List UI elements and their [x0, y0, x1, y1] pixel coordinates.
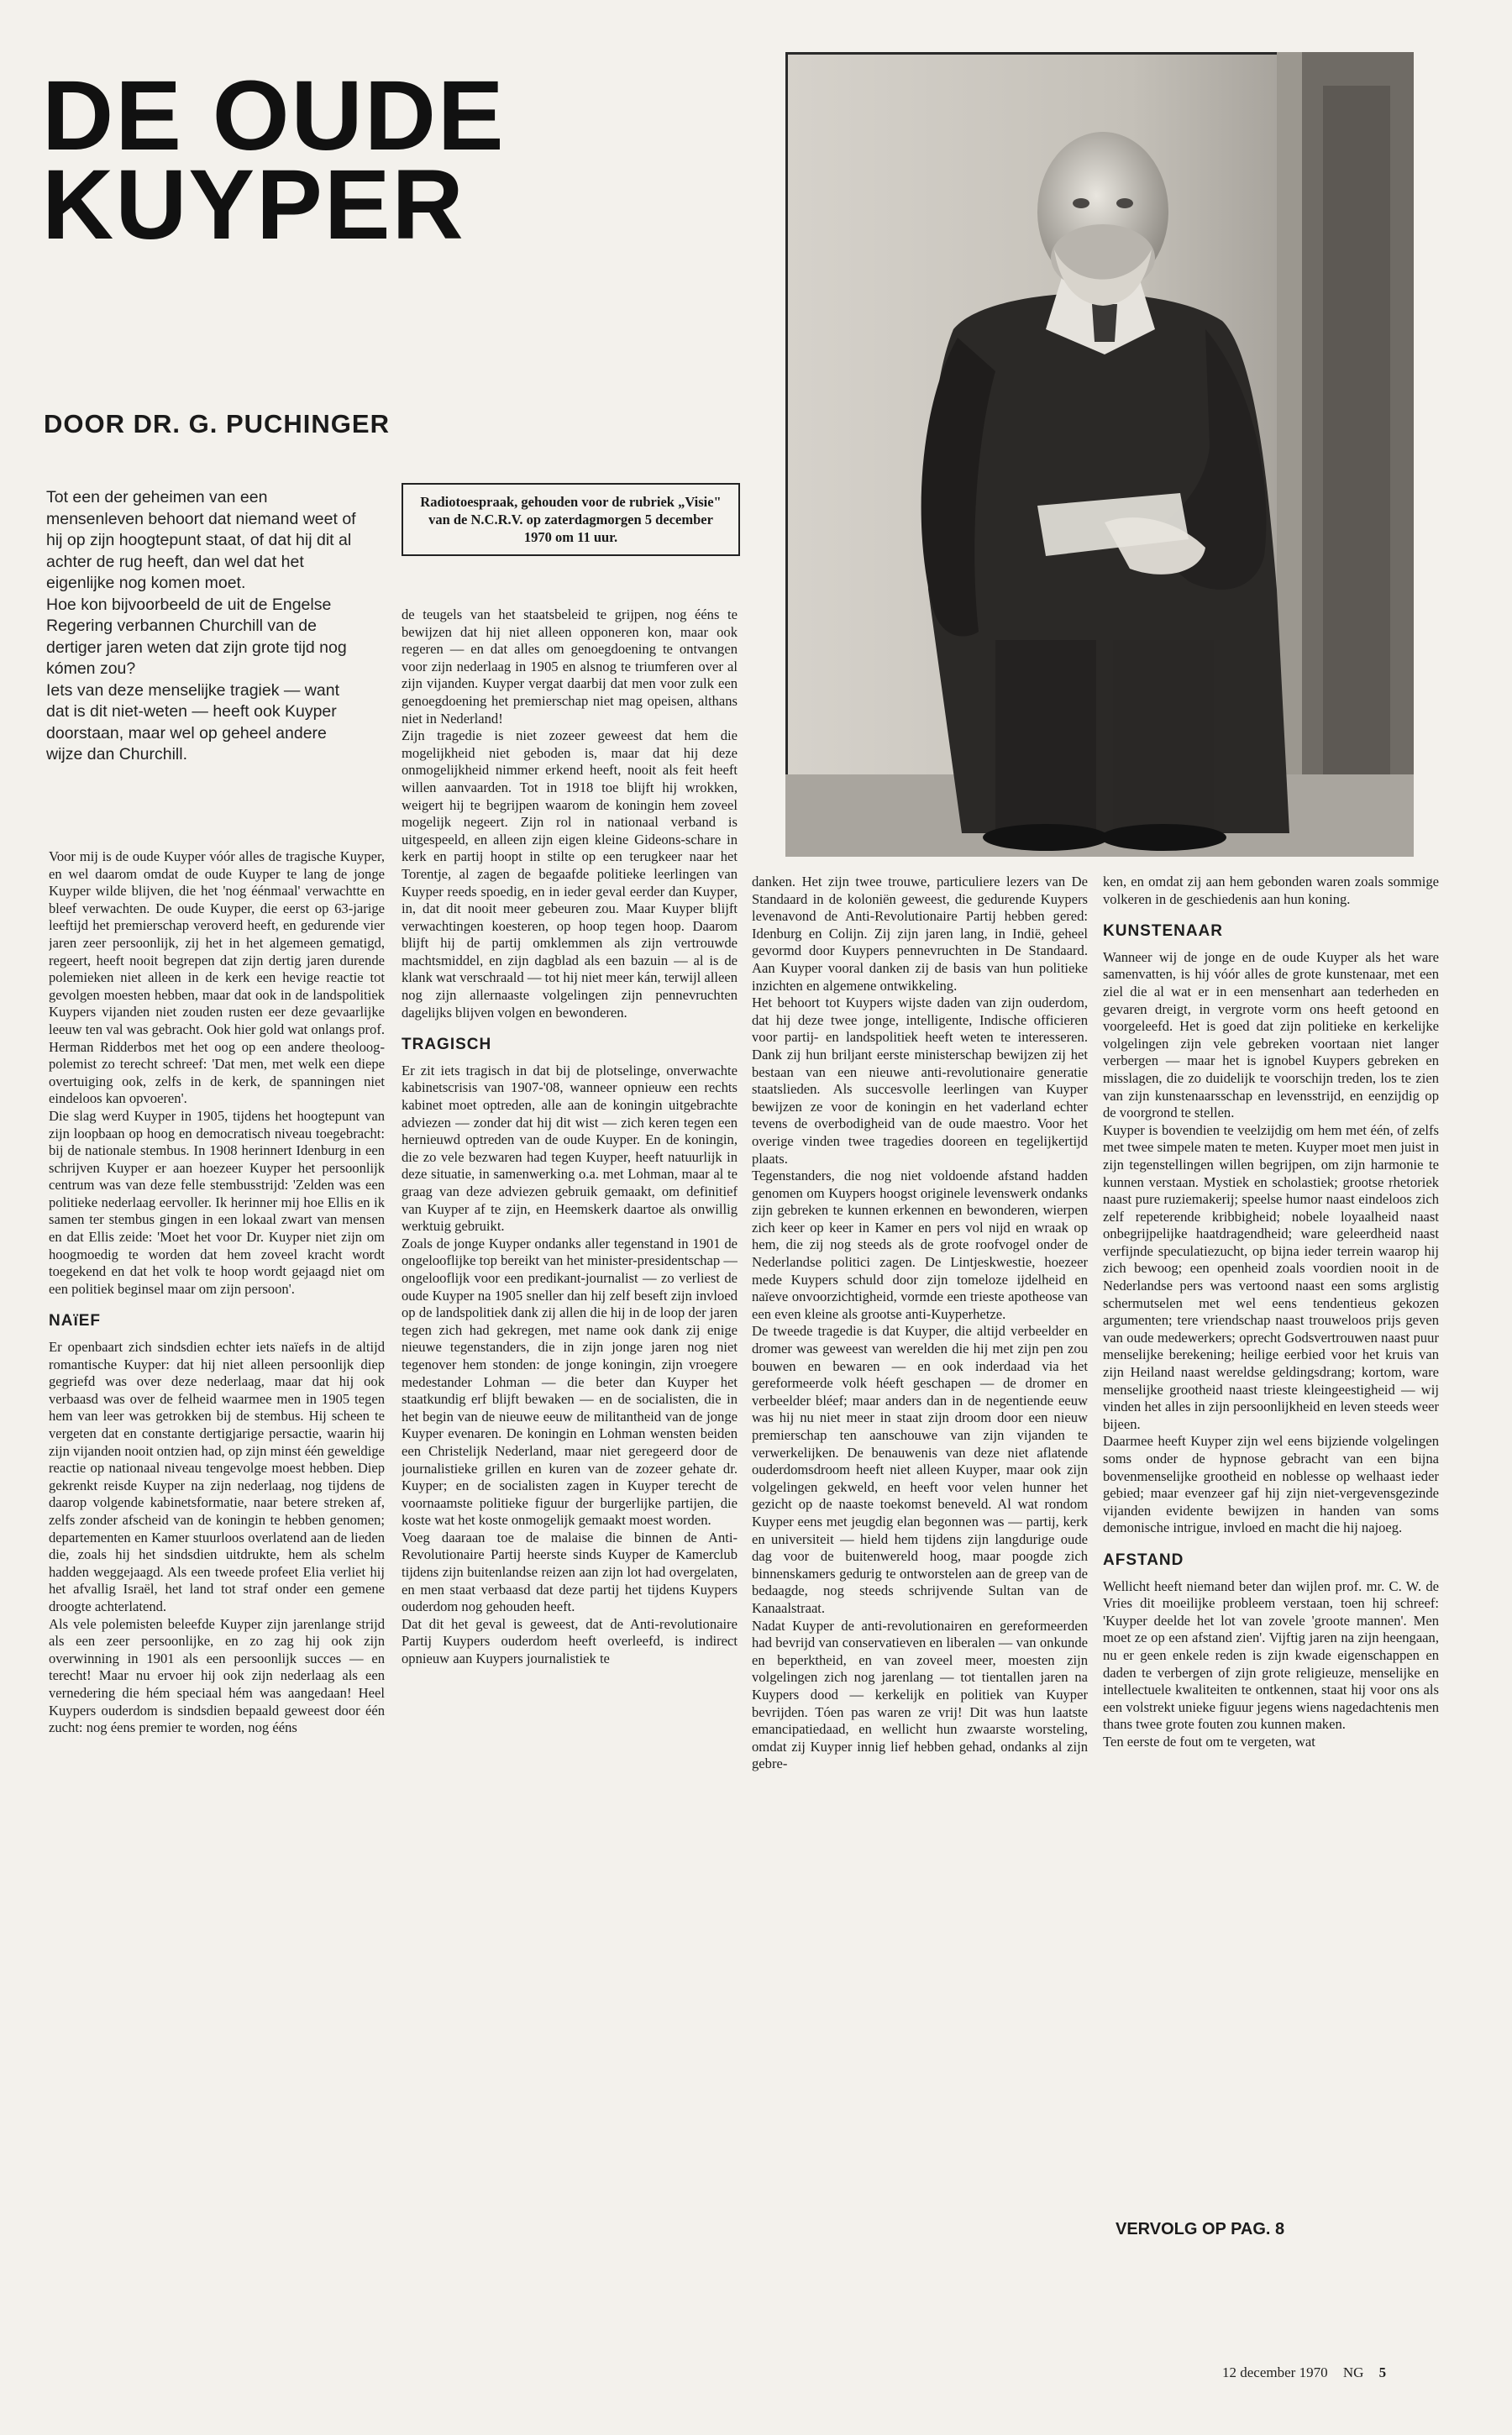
body-paragraph: Nadat Kuyper de anti-revolutionairen en gereformeerden had bevrijd van conservatieven en liberalen — van onkunde en beperktheid, en van zoveel meer, moesten zijn volgelingen zich nog jarenlang — tot tientallen jaren na Kuypers dood — kerkelijk en politiek van Kuyper bevrijden. Tóen pas waren ze vrij! Dit was hun laatste emancipatiedaad, en wellicht hun zwaarste worsteling, omdat zij Kuyper innig lief hebben gehad, ondanks al zijn gebre- — [752, 1617, 1088, 1772]
body-paragraph: Die slag werd Kuyper in 1905, tijdens het hoogtepunt van zijn loopbaan op hoog en democratisch niveau toegebracht: bij de nationale stembus. In 1908 herinnert Idenburg in een schrijven Kuyper er aan hoezeer Kuyper het persoonlijk centrum was van deze felle stembusstrijd: 'Zelden was een politieke nederlaag eervoller. Ik herinner mij hoe Ellis en ik samen ter stembus gingen in een lokaal zwart van mensen en dat Ellis zeide: 'Moet het voor Dr. Kuyper niet zijn om hoogmoedig te worden dat hem zoveel kracht wordt toegekend en dat het volk te hoop wordt gejaagd niet om een politiek beginsel maar om zijn persoon'. — [49, 1107, 385, 1297]
body-paragraph: Wellicht heeft niemand beter dan wijlen prof. mr. C. W. de Vries dit moeilijke probleem verstaan, toen hij schreef: 'Kuyper deelde het lot van zovele 'groote mannen'. Men moet ze op een afstand zien'. Vijftig jaren na zijn heengaan, nu er geen enkele reden is zijn kwade eigenschappen en daden te verbergen of zijn grote religieuze, menselijke en intellectuele kwaliteiten te ontkennen, staat hij voor ons als een volstrekt unieke figuur jegens wiens nagedachtenis men thans twee grote fouten zou kunnen maken. — [1103, 1577, 1439, 1733]
body-paragraph: ken, en omdat zij aan hem gebonden waren zoals sommige volkeren in de geschiedenis aan hun koning. — [1103, 874, 1439, 907]
body-paragraph: Voeg daaraan toe de malaise die binnen de Anti-Revolutionaire Partij heerste sinds Kuyper de Kamerclub tijdens zijn buitenlandse reizen aan zijn lot had overgelaten, en men staat verbaasd dat deze partij het tijdens Kuypers ouderdom nog gehouden heeft. — [402, 1529, 738, 1615]
body-paragraph: de teugels van het staatsbeleid te grijpen, nog ééns te bewijzen dat hij niet alleen opponeren kon, maar ook regeren — en dat alles om genoegdoening te ontvangen voor zijn nederlaag in 1905 en alsnog te triumferen over al zijn vijanden. Kuyper vergat daarbij dat men voor zulk een genoegdoening het premierschap niet mag opeisen, althans niet in Nederland! — [402, 606, 738, 727]
byline: DOOR DR. G. PUCHINGER — [44, 409, 390, 438]
headline: DE OUDE KUYPER — [42, 60, 506, 260]
article-column-4 — [1103, 874, 1439, 2217]
issue-date: 12 december 1970 — [1222, 2364, 1328, 2380]
body-paragraph: Er openbaart zich sindsdien echter iets naïefs in de altijd romantische Kuyper: dat hij niet alleen persoonlijk diep gegriefd was over deze nederlaag, maar dat hij ook verbaasd was over de felheid waarmee men in 1905 tegen hem van leer was getrokken bij de stembus. Hij scheen te vergeten dat en constante dertigjarige persactie, waarin hij zijn vijanden nooit ontzien had, op zijn minst één geweldige reactie op nationaal niveau tengevolge moest hebben. Diep gekrenkt reisde Kuyper na zijn nederlaag, nog tijdens de daarop volgende kabinetsformatie, naar betere streken af, zelfs zonder afscheid van de koningin te hebben genomen; departementen en Kamer stuurloos overlatend aan de lieden die, zoals hij het sindsdien uitdrukte, hem als schelm hadden weggejaagd. Als een tweede profeet Elia verliet hij het afvallig Israël, het land tot straf onder een gemene droogte achterlatend. — [49, 1339, 385, 1614]
continued-on-page: VERVOLG OP PAG. 8 — [1116, 2220, 1285, 2238]
body-paragraph: De tweede tragedie is dat Kuyper, die altijd verbeelder en dromer was geweest van werelden die hij met zijn pen zou bouwen en bewaren — en ook inderdaad via het gereformeerde volk héeft geschapen — de dromer en verbeelder bléef; maar anders dan in de negentiende eeuw was hij nu niet meer in staat zijn droom door een nieuw premierschap ten aanschouwe van zijn vijanden te verwerkelijken. De benauwenis van deze niet aflatende ouderdomsdroom heeft niet alleen Kuyper, maar ook zijn volgelingen gekweld, en heeft voor velen hunner het gezicht op de naaste toekomst beneveld. Al wat rondom Kuyper eens met jeugdig elan begonnen was — partij, kerk en universiteit — hield hem tijdens zijn langdurige oude dag voor de buitenwereld hoog, maar poogde zich binnenskamers gedurig te ontworstelen aan de greep van de bedaagde, nog steeds schrijvende Sultan van de Kanaalstraat. — [752, 1323, 1088, 1616]
body-paragraph: Daarmee heeft Kuyper zijn wel eens bijziende volgelingen soms onder de hypnose gebracht van een bijna bovenmenselijke grootheid en noblesse op welhaast ieder gebied; maar evenzeer gaf hij zijn niet-vergevensgezinde vijanden evidente bewijzen in handen van soms demonische intrigue, invloed en macht die hij najoeg. — [1103, 1433, 1439, 1536]
section-heading: TRAGISCH — [402, 1036, 492, 1054]
body-paragraph: Wanneer wij de jonge en de oude Kuyper als het ware samenvatten, is hij vóór alles de grote kunstenaar, met een ziel die al wat er in een mensenhart aan tederheden en gevaren dreigt, in vergrote vorm ons heeft getoond en voorgeleefd. Het is goed dat zijn politieke en kerkelijke volgelingen zijn vele gebreken voortaan niet langer verbergen — maar het is ignobel Kuypers gebreken en misslagen, die zo duidelijk te voorschijn treden, los te zien van zijn kunstenaarsschap en levensstrijd, en eenzijdig op de voorgrond te stellen. — [1103, 948, 1439, 1121]
intro-paragraph: Tot een der geheimen van een mensenleven behoort dat niemand weet of hij op zijn hoogtepunt staat, of dat hij dit al achter de rug heeft, dan wel dat het eigenlijke nog komen moet. — [46, 488, 356, 592]
section-heading: NAïEF — [49, 1312, 101, 1330]
article-column-1 — [49, 848, 385, 2285]
body-paragraph: Voor mij is de oude Kuyper vóór alles de tragische Kuyper, en wel daarom omdat de oude Kuyper te lang de jonge Kuyper wilde blijven, die het 'nog éénmaal' verwachtte en bleef verwachten. De oude Kuyper, die eerst op 63-jarige leeftijd het premierschap veroverd heeft, en gedurende vier jaren zeer persoonlijk, zij het in het algemeen gematigd, regeert, heeft nooit begrepen dat zijn dertig jaren durende polemieken niet alleen in de kerk een hevige reactie tot gevolgen moesten hebben, maar dat ook in de landspolitiek Kuypers vijanden niet zouden rusten eer deze gevaarlijke leeuw ten val was gebracht. Ook hier gold wat onlangs prof. Herman Ridderbos met het oog op een andere theoloog-polemist zo terecht schreef: 'Dat men, met welk een diepe overtuiging ook, zelfs in de kerk, de spanningen niet eindeloos kan opvoeren'. — [49, 848, 385, 1107]
publication-name: NG — [1342, 2364, 1364, 2380]
article-column-2 — [402, 606, 738, 2244]
body-paragraph: danken. Het zijn twee trouwe, particuliere lezers van De Standaard in de koloniën geweest, die gedurende Kuypers levenavond de Anti-Revolutionaire Partij hebben gered: Idenburg en Colijn. Zij zijn jaren lang, in Indië, geheel gevormd door Kuypers pennevruchten in De Standaard. Aan Kuyper vooral danken zij de basis van hun politieke inzichten en algemene ontwikkeling. — [752, 874, 1088, 994]
body-paragraph: Het behoort tot Kuypers wijste daden van zijn ouderdom, dat hij deze twee jonge, intelligente, Indische officieren voor partij- en landspolitiek heeft weten te interesseren. Dank zij hun briljant eerste ministerschap bewijzen zij het bestaan van een nieuwe anti-revolutionaire generatie staatslieden. Als succesvolle leerlingen van Kuyper bewijzen ze voor de koningin en het vaderland echter tevens de overbodigheid van de oude maestro. Voor het overige vinden twee tragedies dooreen en tegelijkertijd plaats. — [752, 994, 1088, 1167]
page-number: 5 — [1378, 2364, 1387, 2380]
body-paragraph: Zijn tragedie is niet zozeer geweest dat hem die mogelijkheid niet geboden is, maar dat hij deze onmogelijkheid nimmer erkend heeft, nooit als feit heeft willen aanvaarden. Tot in 1918 toe blijft hij wrokken, weigert hij te begrijpen waarom de koningin hem zoveel mogelijk negeert. Zijn rol in nationaal verband is uitgespeeld, en alleen zijn eigen kleine Gideons-schare in kerk en partij hoopt in stilte op een terugkeer naar het Torentje, al zagen de begaafde politieke leerlingen van Kuyper reeds spoedig, en in ieder geval eerder dan Kuyper, in, dat dit nooit meer gebeuren zou. Maar Kuyper blijft verwachtingen koesteren, op hoop tegen hoop. Daarom blijft hij de partij omklemmen als zijn vertrouwde machtsmiddel, en zijn dagblad als een bazuin — al is de klank wat verschraald — tot hij niet meer kán, terwijl alleen nog zijn allernaaste volgelingen zijn pennevruchten dagelijks blijven volgen en bewonderen. — [402, 727, 738, 1021]
body-paragraph: Tegenstanders, die nog niet voldoende afstand hadden genomen om Kuypers hoogst originele levenswerk ondanks zijn gebreken te kunnen erkennen en bewonderen, wierpen zich keer op keer in Kamer en pers vol nijd en wraak op hem, die zij nog steeds als de grote roofvogel onder de Nederlandse politici zagen. De Lintjeskwestie, hoezeer mede Kuypers schuld door zijn tomeloze ijdelheid en naïeve onvoorzichtigheid, vormde een trieste apotheose van een even kleine als grootse anti-Kuyperhetze. — [752, 1168, 1088, 1322]
section-heading: KUNSTENAAR — [1103, 922, 1223, 941]
body-paragraph: Er zit iets tragisch in dat bij de plotselinge, onverwachte kabinetscrisis van 1907-'08, wanneer opnieuw een rechts kabinet moet optreden, alle aan de koningin uitgebrachte adviezen — zonder dat hij dit wist — zich keren tegen een hernieuwd optreden van de oude Kuyper. En de koningin, die zo vele bezwaren had tegen Kuyper, heeft natuurlijk in deze situatie, in samenwerking o.a. met Lohman, maar al te graag van deze adviezen gebruik gemaakt, om definitief van Kuyper af te zijn, en Heemskerk daartoe als onwillig werktuig gebruikt. — [402, 1062, 738, 1235]
article-column-3 — [752, 874, 1088, 2238]
section-heading: AFSTAND — [1103, 1551, 1184, 1569]
page-footer — [1222, 2364, 1386, 2381]
body-paragraph: Dat dit het geval is geweest, dat de Anti-revolutionaire Partij Kuypers ouderdom heeft overleefd, is indirect opnieuw aan Kuypers journalistiek te — [402, 1615, 738, 1667]
body-paragraph: Kuyper is bovendien te veelzijdig om hem met één, of zelfs met twee simpele maten te meten. Kuyper moet men juist in zijn tegenstellingen willen begrijpen, om zijn harmonie te kunnen verstaan. Mystiek en scholastiek; grootse rhetoriek naast pure ruziemakerij; speelse humor naast eindeloos zich zelf repeterende kribbigheid; nobele loyaalheid naast onbegrijpelijke haatdragendheid; ware geleerdheid naast verfijnde speculatiezucht, op bijna ieder terrein waarop hij zich bewoog; een openheid zoals voordien nooit in de Nederlandse pers was vertoond naast een soms arglistig schermutselen met wel eens tendentieus gekozen argumenten; tere vriendschap naast trouweloos prijs geven van oude medewerkers; oprecht Godsvertrouwen naast puur menselijke berekening; heilige eerbied voor het kruis van zijn Heiland naast wereldse geldingsdrang; kortom, ware menselijke grootheid naast trieste kleingeestigheid — wij vinden het alles in zijn persoonlijkheid en leven steeds weer bijeen. — [1103, 1121, 1439, 1432]
radio-broadcast-note: Radiotoespraak, gehouden voor de rubriek „Visie" van de N.C.R.V. op zaterdagmorgen 5 december 1970 om 11 uur. — [402, 483, 740, 556]
body-paragraph: Ten eerste de fout om te vergeten, wat — [1103, 1733, 1315, 1750]
intro-paragraph: Hoe kon bijvoorbeeld de uit de Engelse Regering verbannen Churchill van de dertiger jaren weten dat zijn grote tijd nog kómen zou? — [46, 595, 347, 678]
body-paragraph: Zoals de jonge Kuyper ondanks aller tegenstand in 1901 de ongelooflijke top bereikt van het minister-presidentschap — ongelooflijk voor een predikant-journalist — zo verliest de oude Kuyper na 1905 sneller dan hij zelf beseft zijn invloed op de landspolitiek dank zij allen die hij in de loop der jaren tegen zich had gekregen, met name ook dank zij enige nieuwe tegenstanders, die in zijn jonge jaren nog niet tegenover hem stonden: de jonge koningin, zijn vroegere medestander Lohman — die beter dan Kuyper het staatkundig erf blijft bewaken — en de socialisten, die in het begin van de nieuwe eeuw de militantheid van de jonge Kuyper evenaren. De koningin en Lohman wensten beiden een Christelijk Nederland, maar niet geregeerd door de journalistieke grillen en kuren van de zozeer gehate dr. Kuyper; en de socialisten zagen in Kuyper terecht de voornaamste politieke figuur der burgerlijke partijen, die koste wat het koste onmogelijk gemaakt moest worden. — [402, 1235, 738, 1529]
portrait-photo-kuyper — [785, 52, 1414, 857]
intro-paragraph: Iets van deze menselijke tragiek — want dat is dit niet-weten — heeft ook Kuyper doorstaan, maar wel op geheel andere wijze dan Churchill. — [46, 680, 340, 764]
intro-text — [46, 487, 365, 766]
body-paragraph: Als vele polemisten beleefde Kuyper zijn jarenlange strijd als een zeer persoonlijke, en zo zag hij ook zijn overwinning in 1901 als een persoonlijk succes — en terecht! Maar nu ervoer hij ook zijn nederlaag als een vernedering die hém speciaal hém was aangedaan! Heel Kuypers ouderdom is sindsdien bepaald geweest door één zucht: nog éens premier te worden, nog ééns — [49, 1615, 385, 1736]
